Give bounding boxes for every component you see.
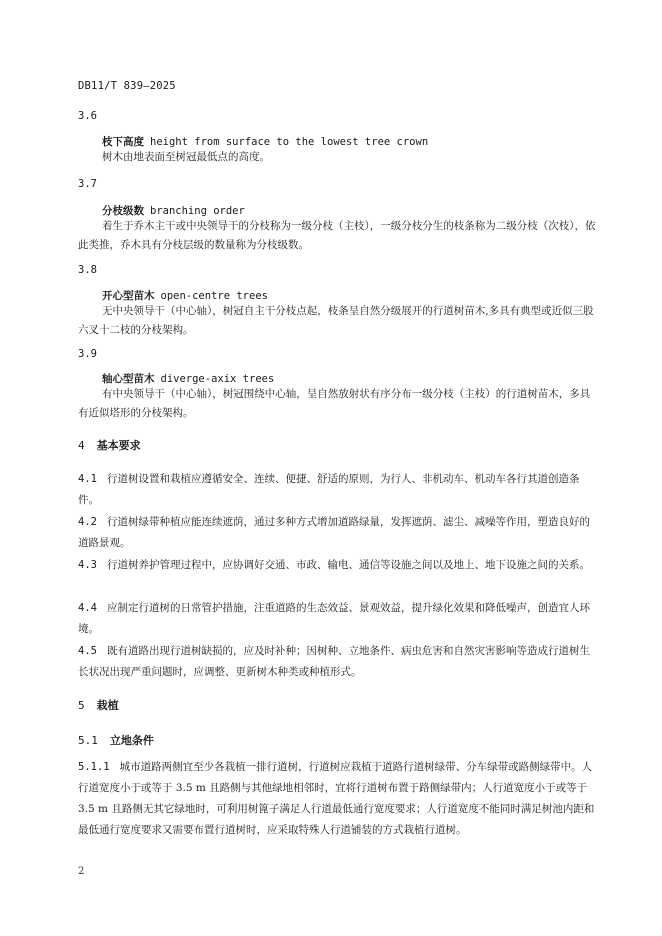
term-zh: 轴心型苗木 — [102, 373, 155, 385]
term-title — [102, 371, 274, 386]
clause-number: 4.3 — [78, 559, 97, 571]
clause-number: 4.2 — [78, 516, 97, 528]
clause-text: 行道树养护管理过程中，应协调好交通、市政、输电、通信等设施之间以及地上、地下设施之间的关系。 — [106, 559, 590, 571]
subsection-title: 立地条件 — [109, 734, 154, 747]
term-zh: 分枝级数 — [102, 205, 144, 217]
term-en: diverge-axix trees — [160, 373, 275, 385]
term-en: height from surface to the lowest tree crown — [150, 136, 429, 148]
term-title — [102, 288, 268, 303]
section-title: 栽植 — [96, 699, 119, 712]
clause-number: 5.1.1 — [78, 761, 110, 773]
term-title — [102, 134, 428, 149]
standard-code-header: DB11/T 839—2025 — [78, 80, 176, 92]
clause — [78, 757, 600, 841]
subsection-number: 5.1 — [78, 734, 98, 747]
clause-text: 既有道路出现行道树缺损的，应及时补种；因树种、立地条件、病虫危害和自然灾害影响等造成行道树生长状况出现严重问题时，应调整、更新树木种类或种植形式。 — [78, 645, 590, 678]
clause-number: 4.1 — [78, 473, 97, 485]
clause-text: 行道树绿带种植应能连续遮荫，通过多种方式增加道路绿量，发挥遮荫、滤尘、减噪等作用，塑造良好的道路景观。 — [78, 516, 590, 549]
section-number: 5 — [78, 699, 85, 712]
clause-number: 4.5 — [78, 645, 97, 657]
subsection-heading — [78, 732, 154, 748]
clause-text: 行道树设置和栽植应遵循安全、连续、便捷、舒适的原则，为行人、非机动车、机动车各行其道创造条件。 — [78, 473, 580, 506]
term-number: 3.6 — [78, 110, 97, 122]
page-number: 2 — [78, 866, 85, 877]
clause-number: 4.4 — [78, 602, 97, 614]
section-heading — [78, 697, 119, 713]
clause-text: 应制定行道树的日常管护措施，注重道路的生态效益、景观效益，提升绿化效果和降低噪声，创造宜人环境。 — [78, 602, 590, 635]
section-heading — [78, 437, 141, 453]
term-en: branching order — [150, 205, 245, 217]
term-title — [102, 203, 245, 218]
section-number: 4 — [78, 439, 85, 452]
section-title: 基本要求 — [96, 439, 141, 452]
term-number: 3.8 — [78, 264, 97, 276]
term-en: open-centre trees — [160, 290, 268, 302]
clause — [78, 555, 600, 576]
clause — [78, 641, 600, 683]
term-zh: 开心型苗木 — [102, 290, 155, 302]
term-definition: 着生于乔木主干或中央领导干的分枝称为一级分枝（主枝），一级分枝分生的枝条称为二级分枝（次枝），依此类推，乔木具有分枝层级的数量称为分枝级数。 — [78, 220, 596, 251]
term-definition: 树木由地表面至树冠最低点的高度。 — [102, 151, 270, 163]
term-zh: 枝下高度 — [102, 136, 144, 148]
term-definition: 无中央领导干（中心轴），树冠自主干分枝点起，枝条呈自然分级展开的行道树苗木,多具有典型或近似三股六叉十二枝的分枝架构。 — [78, 305, 594, 336]
clause — [78, 512, 600, 554]
clause — [78, 469, 600, 511]
term-number: 3.7 — [78, 178, 97, 190]
clause — [78, 598, 600, 640]
term-definition: 有中央领导干（中心轴），树冠围绕中心轴，呈自然放射状有序分布一级分枝（主枝）的行道树苗木，多具有近似塔形的分枝架构。 — [78, 388, 591, 419]
clause-text: 城市道路两侧宜至少各栽植一排行道树，行道树应栽植于道路行道树绿带、分车绿带或路侧绿带中。人行道宽度小于或等于 3.5 m 且路侧与其他绿地相邻时，宜将行道树布置于路侧绿带内；人行道宽度小于或等于 3.5 m 且路侧无其它绿地时，可利用树篦子满足人行道最低通行宽度要求；人行道宽度不能同时满足树池内距和最低通行宽度要求又需要布置行道树时，应采取特殊人行道铺装的方式栽植行道树。 — [78, 761, 595, 836]
term-number: 3.9 — [78, 348, 97, 360]
